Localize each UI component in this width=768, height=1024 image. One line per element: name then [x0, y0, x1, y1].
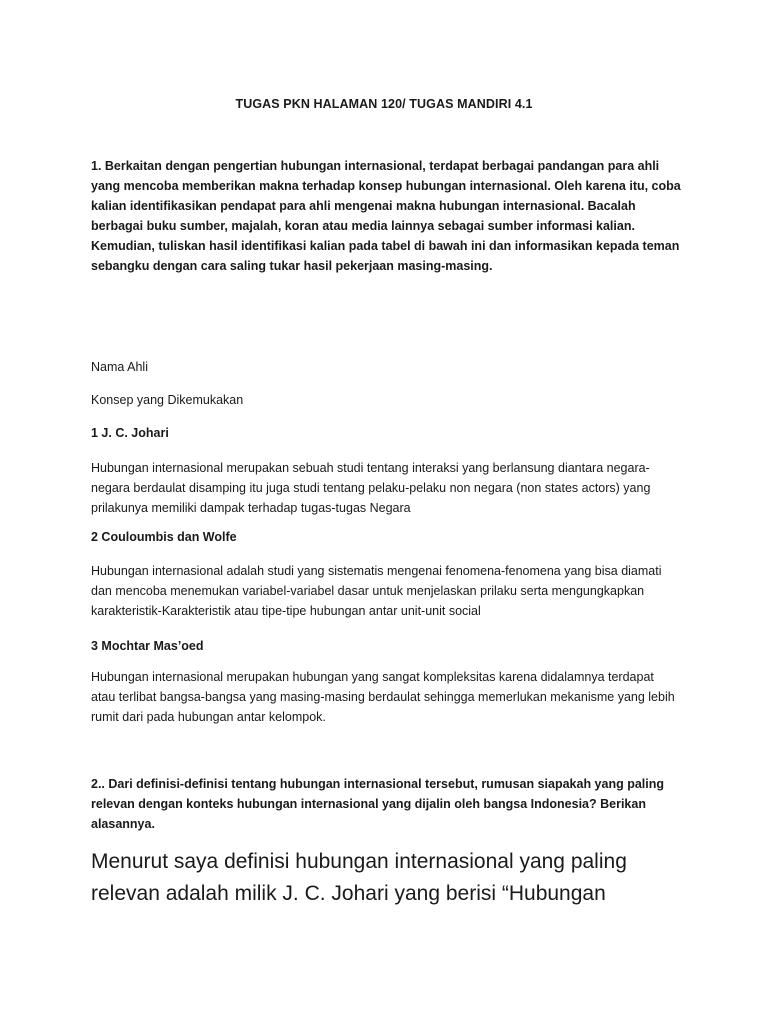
expert-name: 2 Couloumbis dan Wolfe [91, 530, 237, 544]
column-label-expert-name: Nama Ahli [91, 360, 148, 374]
expert-name: 1 J. C. Johari [91, 426, 169, 440]
expert-concept: Hubungan internasional merupakan sebuah studi tentang interaksi yang berlansung diantara negara-negara berdaulat disamping itu juga studi tentang pelaku-pelaku non negara (non states actors) yang prilakunya memiliki dampak terhadap tugas-tugas Negara [91, 461, 651, 515]
expert-name: 3 Mochtar Mas’oed [91, 639, 204, 653]
question-2: 2.. Dari definisi-definisi tentang hubungan internasional tersebut, rumusan siapakah yang paling relevan dengan konteks hubungan internasional yang dijalin oleh bangsa Indonesia? Berikan alasannya. [91, 777, 665, 831]
expert-concept: Hubungan internasional merupakan hubungan yang sangat kompleksitas karena didalamnya terdapat atau terlibat bangsa-bangsa yang masing-masing berdaulat sehingga memerlukan mekanisme yang lebih rumit dari pada hubungan antar kelompok. [91, 670, 675, 724]
expert-concept: Hubungan internasional adalah studi yang sistematis mengenai fenomena-fenomena yang bisa diamati dan mencoba menemukan variabel-variabel dasar untuk menjelaskan prilaku serta mengungkapkan karakteristik-Karakteristik atau tipe-tipe hubungan antar unit-unit social [91, 564, 662, 618]
answer-text: Menurut saya definisi hubungan internasional yang paling relevan adalah milik J. C. Johari yang berisi “Hubungan [91, 850, 627, 905]
document-title: TUGAS PKN HALAMAN 120/ TUGAS MANDIRI 4.1 [235, 97, 533, 111]
column-label-concept: Konsep yang Dikemukakan [91, 393, 244, 407]
question-1: 1. Berkaitan dengan pengertian hubungan internasional, terdapat berbagai pandangan para ahli yang mencoba memberikan makna terhadap konsep hubungan internasional. Oleh karena itu, coba kalian identifikasikan pendapat para ahli mengenai makna hubungan internasional. Bacalah berbagai buku sumber, majalah, koran atau media lainnya sebagai sumber informasi kalian. Kemudian, tuliskan hasil identifikasi kalian pada tabel di bawah ini dan informasikan kepada teman sebangku dengan cara saling tukar hasil pekerjaan masing-masing. [91, 159, 681, 273]
